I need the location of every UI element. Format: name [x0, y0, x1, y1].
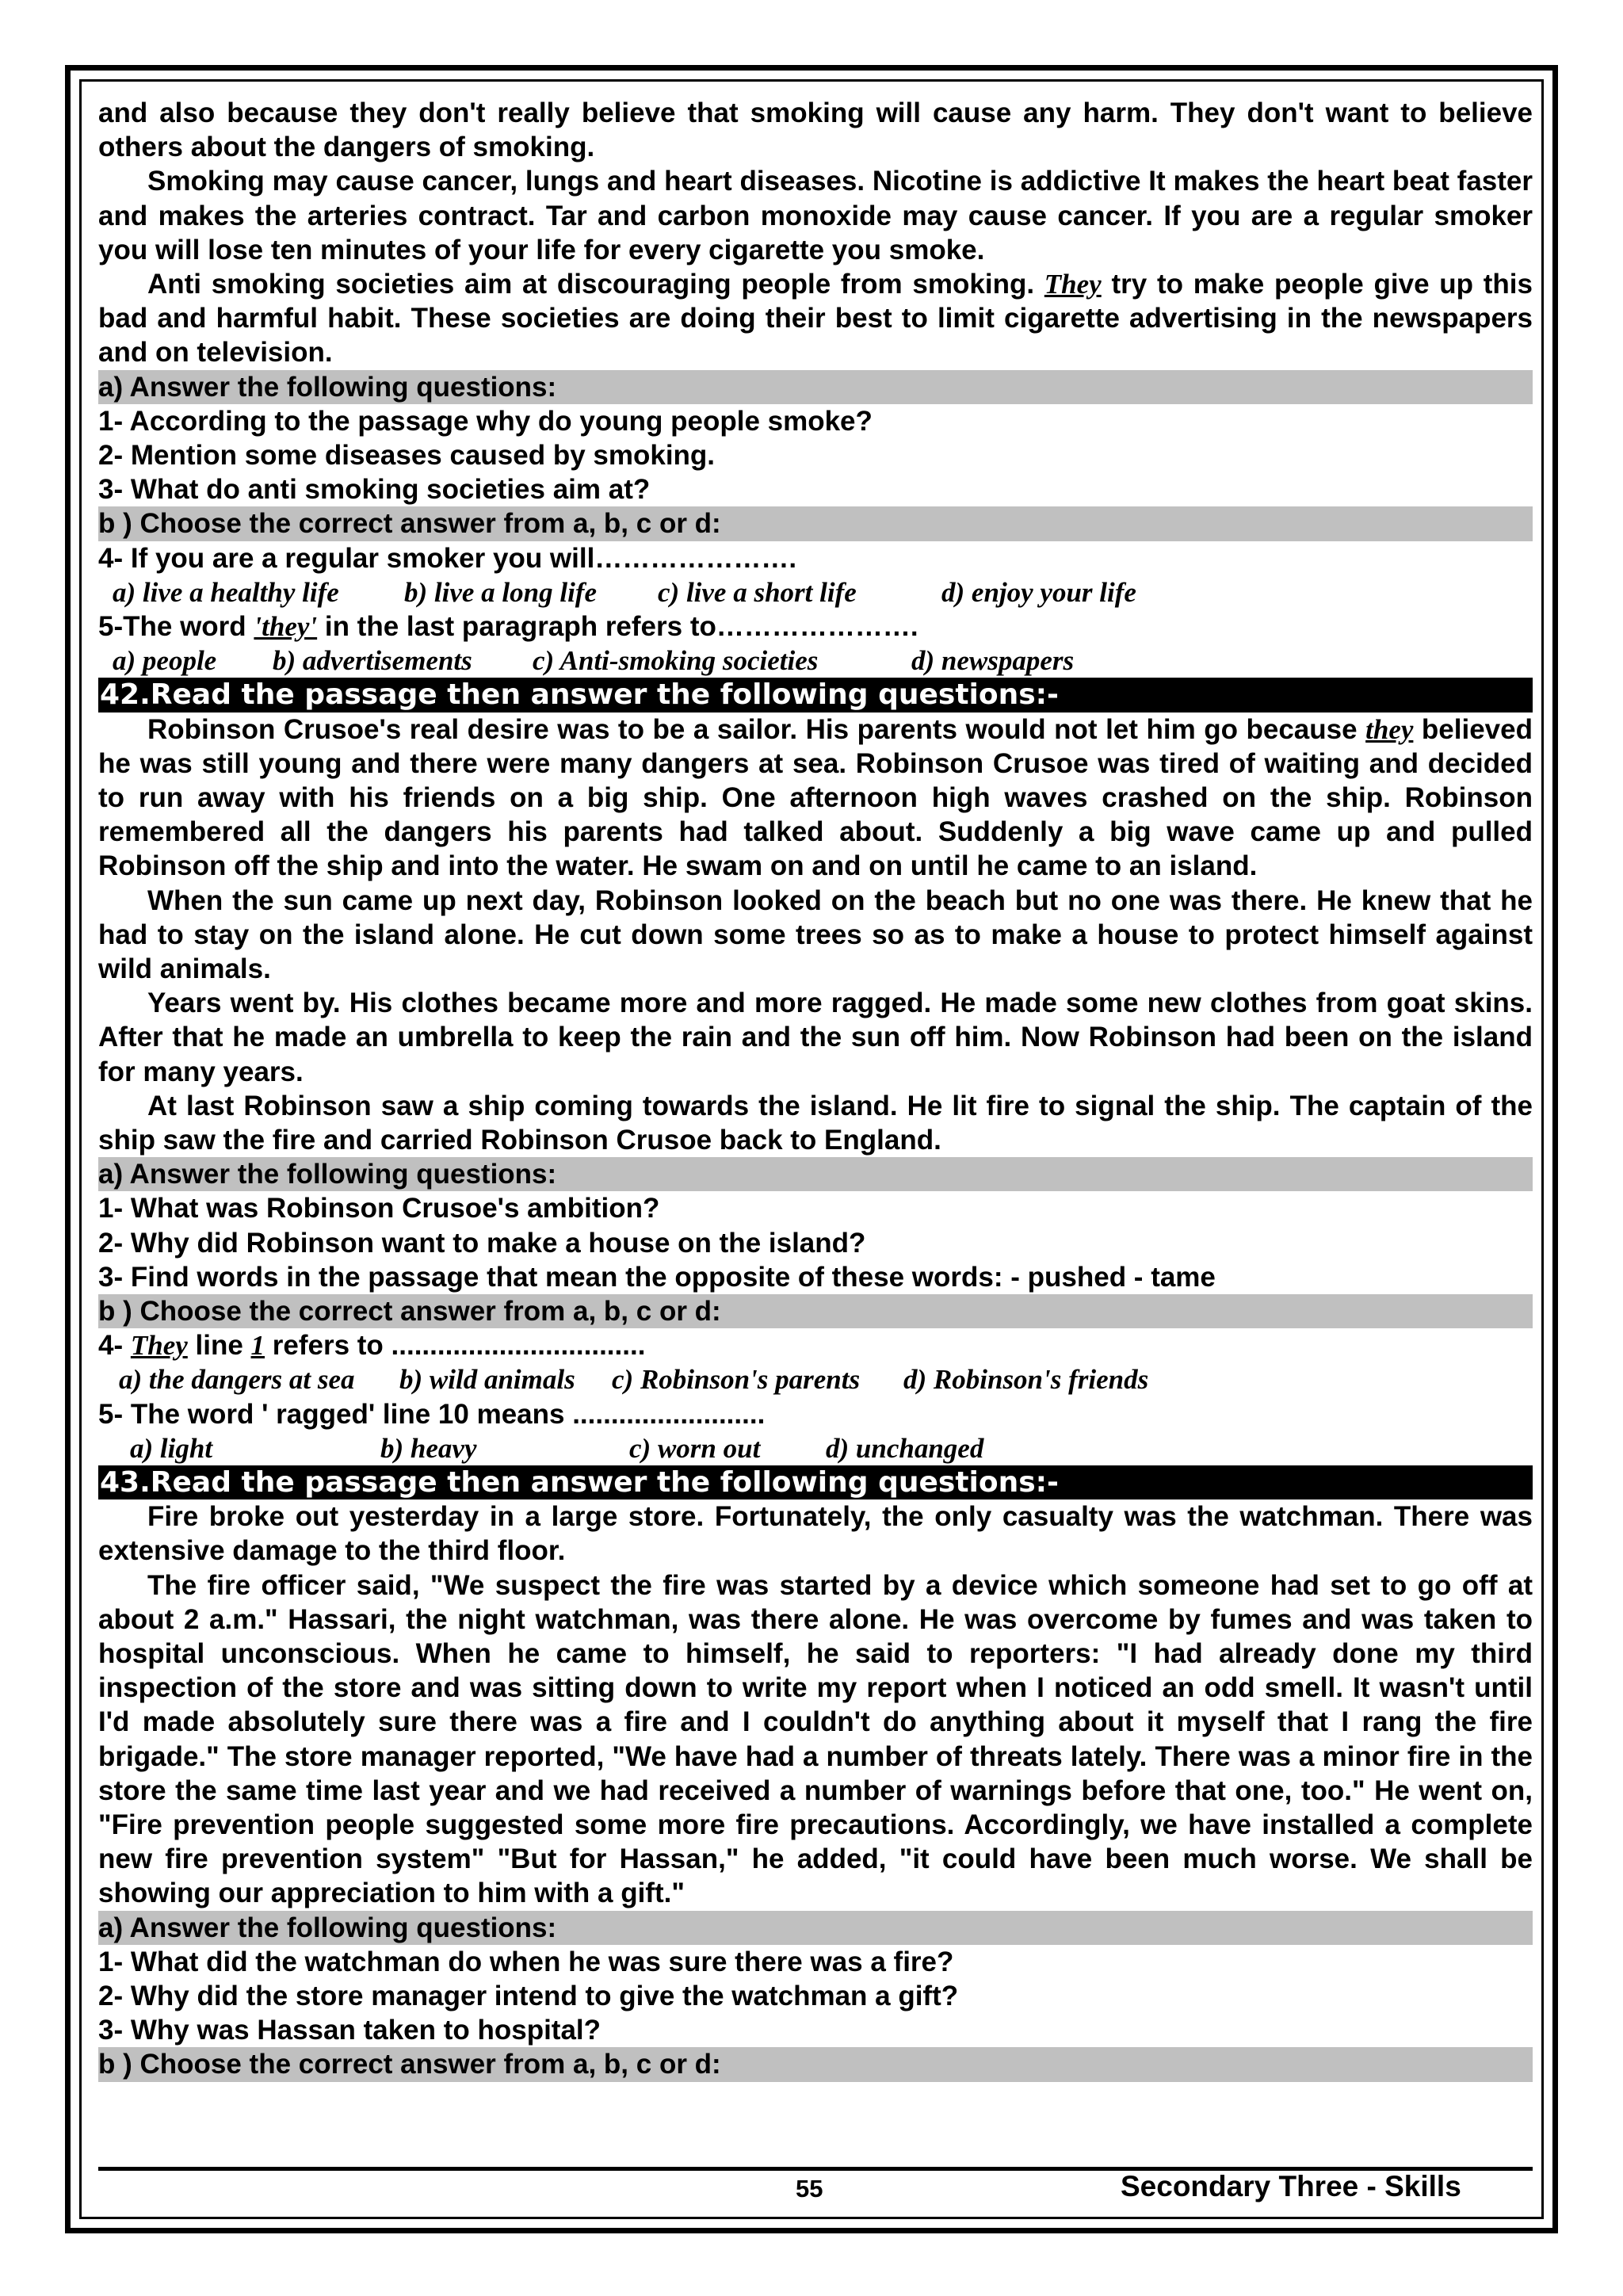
answer-options — [98, 1431, 1533, 1465]
question: 5-The word 'they' in the last paragraph refers to…………………. — [98, 611, 918, 642]
option-d: d) unchanged — [826, 1432, 984, 1464]
passage-paragraph: Fire broke out yesterday in a large store. Fortunately, the only casualty was the watchman. There was extensive damage to the third floor. — [98, 1501, 1533, 1567]
section-b-header: b ) Choose the correct answer from a, b, c or d: — [98, 1294, 1533, 1328]
option-d: d) newspapers — [911, 645, 1075, 677]
option-d: d) Robinson's friends — [903, 1364, 1149, 1396]
question: 2- Why did Robinson want to make a house on the island? — [98, 1227, 866, 1259]
section-b-header: b ) Choose the correct answer from a, b, c or d: — [98, 506, 1533, 541]
option-a: a) the dangers at sea — [119, 1364, 355, 1396]
passage-heading: 43.Read the passage then answer the following questions:- — [98, 1465, 1533, 1499]
passage-paragraph: At last Robinson saw a ship coming towards the island. He lit fire to signal the ship. The captain of the ship saw the fire and carried Robinson Crusoe back to England. — [98, 1090, 1533, 1156]
footer-label: Secondary Three - Skills — [1121, 2170, 1461, 2202]
option-c: c) live a short life — [658, 576, 857, 608]
page-content — [98, 96, 1533, 2172]
passage-paragraph: and also because they don't really believe that smoking will cause any harm. They don't want to believe others about the dangers of smoking. — [98, 97, 1533, 163]
passage-paragraph: Anti smoking societies aim at discouraging people from smoking. They try to make people give up this bad and harmful habit. These societies are doing their best to limit cigarette advertising in the newspapers and on television. — [98, 269, 1533, 369]
reference-word: They — [130, 1330, 188, 1362]
question: 3- What do anti smoking societies aim at? — [98, 474, 651, 506]
answer-options — [98, 575, 1533, 609]
section-b-header: b ) Choose the correct answer from a, b, c or d: — [98, 2047, 1533, 2081]
answer-options — [98, 1362, 1533, 1396]
section-a-header: a) Answer the following questions: — [98, 370, 1533, 404]
reference-word: They — [1044, 269, 1102, 300]
question: 1- What did the watchman do when he was sure there was a fire? — [98, 1946, 954, 1977]
option-b: b) advertisements — [273, 645, 472, 677]
option-c: c) Anti-smoking societies — [533, 645, 819, 677]
question: 3- Why was Hassan taken to hospital? — [98, 2015, 601, 2046]
reference-line: 1 — [250, 1330, 265, 1362]
reference-word: they — [1365, 713, 1414, 745]
question: 3- Find words in the passage that mean the opposite of these words: - pushed - tame — [98, 1261, 1216, 1293]
option-a: a) light — [130, 1432, 213, 1464]
question: 1- What was Robinson Crusoe's ambition? — [98, 1193, 660, 1224]
passage-paragraph: The fire officer said, "We suspect the fire was started by a device which someone had set to go off at about 2 a.m." Hassari, the night watchman, was there alone. He was overcome by fumes and was taken to hospital unconscious. When he came to himself, he said to reporters: "I had already done my third inspection of the store and was sitting down to write my report when I noticed an odd smell. It wasn't until I'd made absolutely sure there was a fire and I couldn't do anything about it myself that I rang the fire brigade." The store manager reported, "We have had a number of threats lately. There was a minor fire in the store the same time last year and we had received a number of warnings before that one, too." He went on, "Fire prevention people suggested some more fire precautions. Accordingly, we have installed a complete new fire prevention system" "But for Hassan," he added, "it could have been much worse. We shall be showing our appreciation to him with a gift." — [98, 1569, 1533, 1909]
option-c: c) Robinson's parents — [612, 1364, 861, 1396]
option-a: a) people — [113, 645, 217, 677]
reference-word: 'they' — [254, 611, 318, 642]
passage-paragraph: Smoking may cause cancer, lungs and heart diseases. Nicotine is addictive It makes the heart beat faster and makes the arteries contract. Tar and carbon monoxide may cause cancer. If you are a regular smoker you will lose ten minutes of your life for every cigarette you smoke. — [98, 166, 1533, 266]
question: 4- They line 1 refers to ................................. — [98, 1330, 646, 1362]
question: 2- Why did the store manager intend to give the watchman a gift? — [98, 1981, 959, 2011]
passage-heading: 42.Read the passage then answer the following questions:- — [98, 678, 1533, 712]
passage-paragraph: Robinson Crusoe's real desire was to be a sailor. His parents would not let him go because they believed he was still young and there were many dangers at sea. Robinson Crusoe was tired of waiting and decided to run away with his friends on a big ship. One afternoon high waves crashed on the ship. Robinson remembered all the dangers his parents had talked about. Suddenly a big wave came up and pulled Robinson off the ship and into the water. He swam on and on until he came to an island. — [98, 713, 1533, 882]
option-c: c) worn out — [629, 1432, 761, 1464]
option-b: b) live a long life — [404, 576, 598, 608]
question: 4- If you are a regular smoker you will…………………. — [98, 542, 797, 574]
passage-paragraph: Years went by. His clothes became more and more ragged. He made some new clothes from goat skins. After that he made an umbrella to keep the rain and the sun off him. Now Robinson had been on the island for many years. — [98, 988, 1533, 1087]
answer-options — [98, 644, 1533, 678]
question: 2- Mention some diseases caused by smoking. — [98, 440, 716, 472]
passage-paragraph: When the sun came up next day, Robinson looked on the beach but no one was there. He knew that he had to stay on the island alone. He cut down some trees so as to make a house to protect himself against wild animals. — [98, 884, 1533, 984]
page-number: 55 — [796, 2175, 823, 2202]
section-a-header: a) Answer the following questions: — [98, 1157, 1533, 1191]
option-b: b) heavy — [380, 1432, 477, 1464]
option-b: b) wild animals — [399, 1364, 575, 1396]
option-a: a) live a healthy life — [113, 576, 339, 608]
question: 1- According to the passage why do young people smoke? — [98, 405, 873, 437]
question: 5- The word ' ragged' line 10 means ......................... — [98, 1398, 766, 1430]
option-d: d) enjoy your life — [941, 576, 1136, 608]
section-a-header: a) Answer the following questions: — [98, 1911, 1533, 1945]
